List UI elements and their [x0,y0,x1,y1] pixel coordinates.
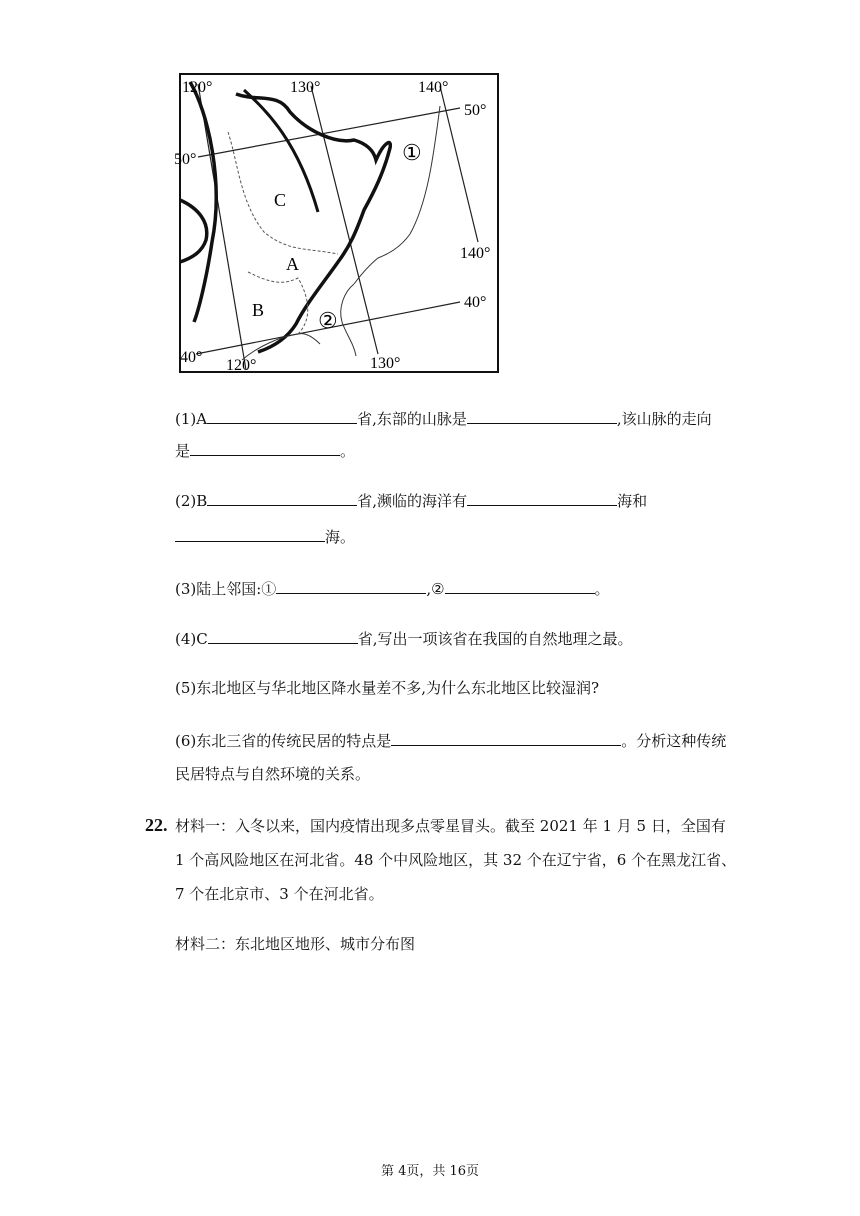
answer-blank[interactable] [445,577,595,594]
answer-blank[interactable] [391,729,621,746]
map-neighbor-marker-2: ② [318,308,338,333]
answer-blank[interactable] [175,525,325,542]
map-lat-label-50-right: 50° [464,102,487,119]
question-1-text: ,该山脉的走向 [616,410,712,428]
question-1-line-1 [175,407,712,430]
question-6-text: 民居特点与自然环境的关系。 [175,765,371,783]
map-lat-label-40-right: 40° [464,294,487,311]
question-1-line-2 [175,439,355,462]
map-region-label-c: C [274,190,287,210]
map-lon-label-120-bottom: 120° [226,357,257,374]
question-1-prefix: (1)A [175,410,208,428]
question-1-text: 省,东部的山脉是 [357,410,467,428]
question-5-line [175,677,599,699]
question-3-line [175,577,610,600]
material-1-line-3: 7 个在北京市、3 个在河北省。 [175,885,384,903]
map-lon-label-120-top: 120° [182,79,213,96]
question-2-text: 海和 [617,492,648,510]
northeast-china-map [174,72,500,374]
question-2-line-1 [175,489,647,512]
question-6-line-1 [175,729,726,752]
question-4-prefix: (4)C [175,630,208,648]
question-1-text: 是 [175,442,191,460]
map-neighbor-marker-1: ① [402,140,422,165]
question-5-text: (5)东北地区与华北地区降水量差不多,为什么东北地区比较湿润? [175,679,600,697]
answer-blank[interactable] [207,489,357,506]
question-4-line [175,627,633,650]
answer-blank[interactable] [208,627,358,644]
question-6-prefix: (6)东北三省的传统民居的特点是 [175,732,392,750]
question-number-22: 22. [145,815,168,835]
material-1-line-1: 材料一：入冬以来，国内疫情出现多点零星冒头。截至 2021 年 1 月 5 日，全国有 [175,817,726,835]
question-2-end: 海。 [325,528,356,546]
question-3-prefix: (3)陆上邻国:① [175,580,277,598]
question-6-text: 。分析这种传统 [621,732,727,750]
answer-blank[interactable] [467,407,617,424]
question-2-prefix: (2)B [175,492,208,510]
material-2-caption: 材料二：东北地区地形、城市分布图 [175,935,416,953]
map-lon-label-140-right: 140° [460,245,491,262]
question-2-text: 省,濒临的海洋有 [357,492,468,510]
question-1-end: 。 [340,442,356,460]
answer-blank[interactable] [276,577,426,594]
question-3-text: ,② [426,580,445,598]
answer-blank[interactable] [190,439,340,456]
map-lat-label-50-left: 50° [174,151,197,168]
question-4-text: 省,写出一项该省在我国的自然地理之最。 [357,630,633,648]
map-lon-label-140-top: 140° [418,79,449,96]
page-footer: 第 4页，共 16页 [380,1164,480,1179]
material-1-line-2: 1 个高风险地区在河北省。48 个中风险地区，其 32 个在辽宁省，6 个在黑龙江省、 [175,851,737,869]
question-6-line-2 [175,763,370,785]
answer-blank[interactable] [207,407,357,424]
map-region-label-b: B [252,300,265,320]
answer-blank[interactable] [467,489,617,506]
question-2-line-2 [175,525,355,548]
map-lon-label-130-top: 130° [290,79,321,96]
map-lon-label-130-bottom: 130° [370,355,401,372]
question-3-end: 。 [594,580,610,598]
map-region-label-a: A [286,254,299,274]
map-lat-label-40-left: 40° [180,349,203,366]
